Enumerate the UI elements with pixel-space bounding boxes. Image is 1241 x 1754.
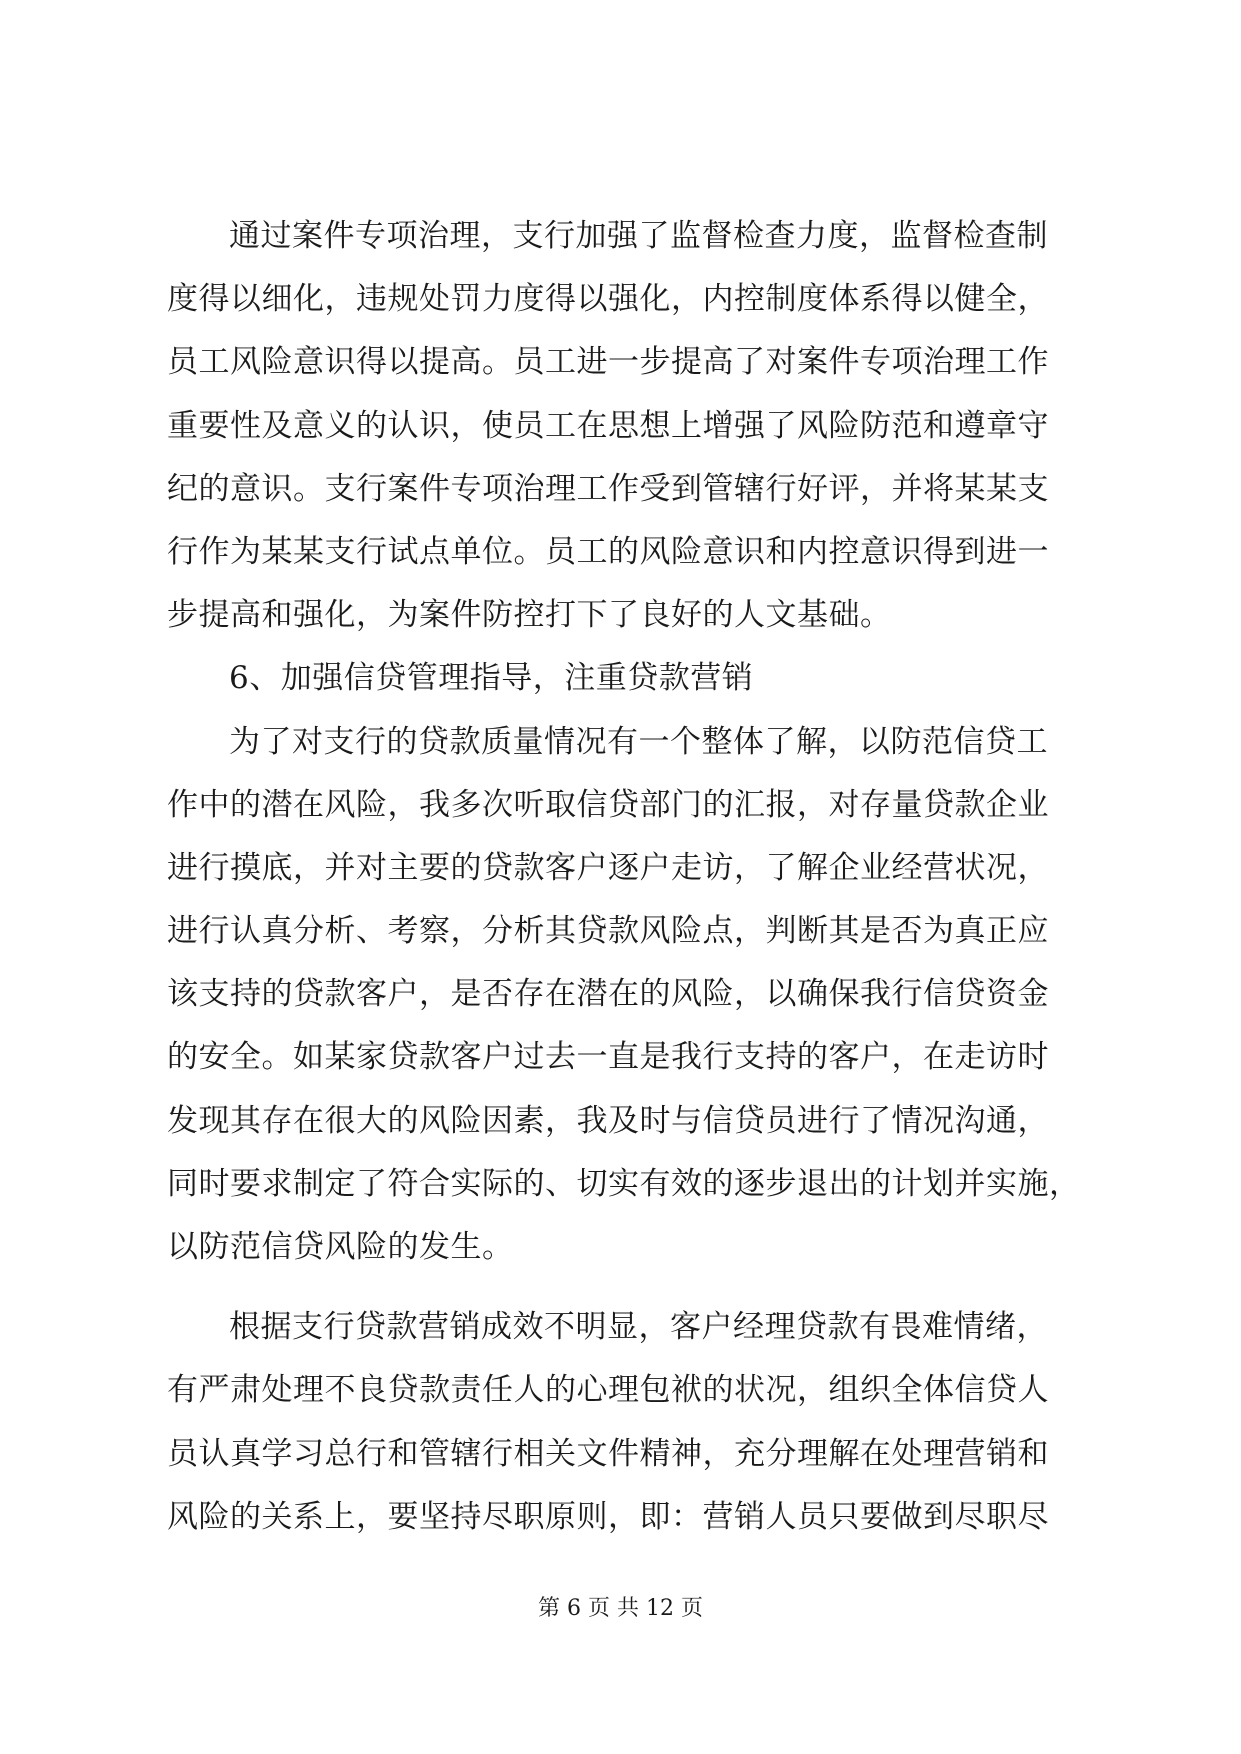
text-line: 通过案件专项治理，支行加强了监督检查力度，监督检查制 xyxy=(229,218,1048,254)
text-line: 为了对支行的贷款质量情况有一个整体了解，以防范信贷工 xyxy=(229,723,1048,760)
text-line: 员认真学习总行和管辖行相关文件精神，充分理解在处理营销和 xyxy=(167,1435,1049,1472)
text-line: 作中的潜在风险，我多次听取信贷部门的汇报，对存量贷款企业 xyxy=(167,786,1049,823)
text-line: 根据支行贷款营销成效不明显，客户经理贷款有畏难情绪， xyxy=(229,1309,1048,1346)
text-line: 纪的意识。支行案件专项治理工作受到管辖行好评，并将某某支 xyxy=(167,470,1049,507)
text-line: 同时要求制定了符合实际的、切实有效的逐步退出的计划并实施， xyxy=(167,1165,1081,1202)
text-line: 有严肃处理不良贷款责任人的心理包袱的状况，组织全体信贷人 xyxy=(167,1372,1049,1409)
text-line: 重要性及意义的认识，使员工在思想上增强了风险防范和遵章守 xyxy=(167,407,1049,444)
body-text xyxy=(167,205,1087,1549)
text-line: 该支持的贷款客户，是否存在潜在的风险，以确保我行信贷资金 xyxy=(167,976,1049,1013)
text-line: 进行摸底，并对主要的贷款客户逐户走访，了解企业经营状况， xyxy=(167,849,1049,886)
text-line: 发现其存在很大的风险因素，我及时与信贷员进行了情况沟通， xyxy=(167,1102,1049,1139)
paragraph-gap xyxy=(167,1279,1087,1296)
text-line: 步提高和强化，为案件防控打下了良好的人文基础。 xyxy=(167,597,892,634)
text-line: 以防范信贷风险的发生。 xyxy=(167,1229,514,1265)
page-footer: 第 6 页 共 12 页 xyxy=(538,1596,703,1621)
text-line: 进行认真分析、考察，分析其贷款风险点，判断其是否为真正应 xyxy=(167,913,1049,950)
text-line: 风险的关系上，要坚持尽职原则，即：营销人员只要做到尽职尽 xyxy=(167,1498,1049,1535)
text-line: 员工风险意识得以提高。员工进一步提高了对案件专项治理工作 xyxy=(167,344,1049,381)
section-heading: 6、加强信贷管理指导，注重贷款营销 xyxy=(229,660,754,697)
text-line: 的安全。如某家贷款客户过去一直是我行支持的客户，在走访时 xyxy=(167,1039,1049,1076)
text-line: 度得以细化，违规处罚力度得以强化，内控制度体系得以健全， xyxy=(167,281,1049,318)
text-line: 行作为某某支行试点单位。员工的风险意识和内控意识得到进一 xyxy=(167,533,1049,570)
